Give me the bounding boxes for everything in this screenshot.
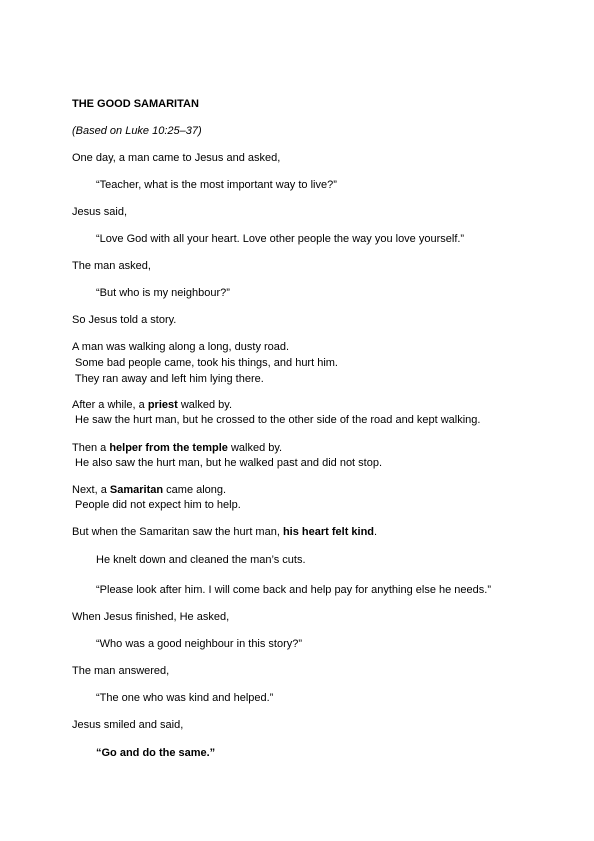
quote: “Love God with all your heart. Love other people the way you love yourself.” xyxy=(96,233,465,245)
paragraph: So Jesus told a story. xyxy=(72,314,177,326)
paragraph: Jesus smiled and said, xyxy=(72,719,184,731)
paragraph: One day, a man came to Jesus and asked, xyxy=(72,152,281,164)
text-run: walked by. xyxy=(227,442,283,454)
quote: “Who was a good neighbour in this story?” xyxy=(96,638,303,650)
page-title: THE GOOD SAMARITAN xyxy=(72,98,199,110)
paragraph-line: Some bad people came, took his things, and hurt him. xyxy=(72,357,338,369)
text-run: Next, a xyxy=(72,484,110,496)
paragraph: Jesus said, xyxy=(72,206,128,218)
bold-text: helper from the temple xyxy=(109,442,228,454)
quote: “But who is my neighbour?” xyxy=(96,287,230,299)
indented-paragraph: He knelt down and cleaned the man’s cuts. xyxy=(96,554,306,566)
paragraph: When Jesus finished, He asked, xyxy=(72,611,230,623)
paragraph-line xyxy=(72,398,232,412)
bold-text: priest xyxy=(147,399,178,411)
bold-text: Samaritan xyxy=(109,484,164,496)
paragraph-line: People did not expect him to help. xyxy=(72,499,241,511)
paragraph-line xyxy=(72,483,226,497)
text-run: After a while, a xyxy=(72,399,148,411)
text-run: Then a xyxy=(72,442,110,454)
subtitle: (Based on Luke 10:25–37) xyxy=(72,125,202,137)
paragraph: The man asked, xyxy=(72,260,151,272)
text-run: But when the Samaritan saw the hurt man, xyxy=(72,526,283,538)
quote: “The one who was kind and helped.” xyxy=(96,692,274,704)
text-run: walked by. xyxy=(177,399,233,411)
quote: “Please look after him. I will come back and help pay for anything else he needs.” xyxy=(96,584,491,596)
text-run: . xyxy=(374,526,378,538)
quote: “Teacher, what is the most important way to live?” xyxy=(96,179,337,191)
paragraph-line xyxy=(72,525,377,539)
paragraph-line: A man was walking along a long, dusty road. xyxy=(72,341,290,353)
paragraph: The man answered, xyxy=(72,665,170,677)
text-run: came along. xyxy=(163,484,227,496)
bold-text: his heart felt kind xyxy=(282,526,375,538)
paragraph-line: He saw the hurt man, but he crossed to the other side of the road and kept walking. xyxy=(72,414,481,426)
final-quote: “Go and do the same.” xyxy=(96,747,216,759)
paragraph-line xyxy=(72,441,282,455)
paragraph-line: He also saw the hurt man, but he walked past and did not stop. xyxy=(72,457,383,469)
paragraph-line: They ran away and left him lying there. xyxy=(72,373,264,385)
